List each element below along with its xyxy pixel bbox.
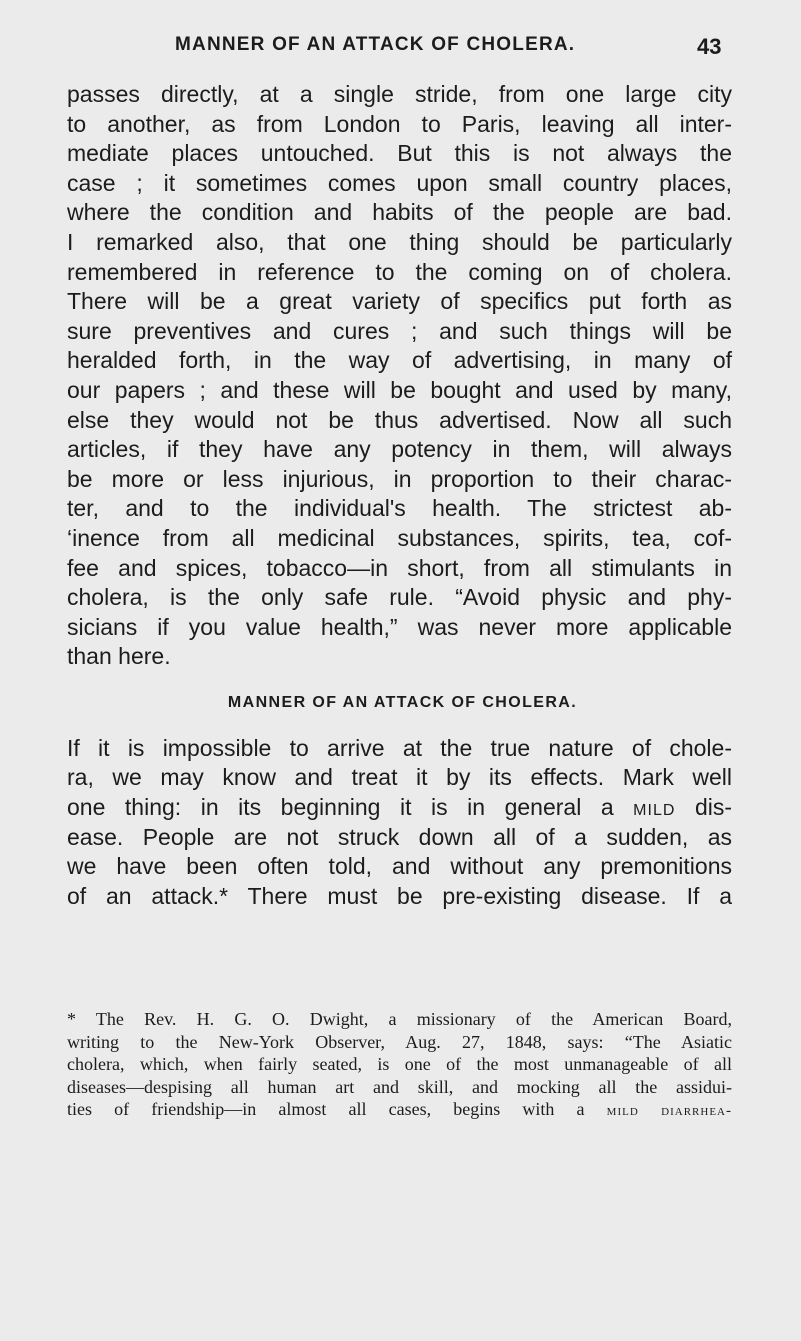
paragraph-2 [67, 228, 732, 672]
text-line: I remarked also, that one thing should be particularly [67, 228, 732, 255]
text-line: If it is impossible to arrive at the true nature of chole- [67, 734, 732, 761]
small-caps-word: mild diarrhea- [606, 1103, 732, 1119]
text-line: ter, and to the individual's health. The strictest ab- [67, 495, 732, 522]
text-line: sure preventives and cures ; and such things will be [67, 317, 732, 344]
text-line: passes directly, at a single stride, from one large city [67, 81, 732, 107]
text-line: sicians if you value health,” was never more applicable [67, 613, 732, 640]
text-line: than here. [67, 643, 171, 670]
text-line: to another, as from London to Paris, leaving all inter- [67, 110, 732, 137]
text-line: where the condition and habits of the people are bad. [67, 199, 732, 226]
text-line: ease. People are not struck down all of a sudden, as [67, 823, 732, 850]
footnote [67, 1008, 732, 1121]
text-run: dis- [675, 794, 733, 821]
page-number: 43 [697, 34, 722, 59]
text-line: ra, we may know and treat it by its effects. Mark well [67, 764, 732, 791]
footnote-line: cholera, which, when fairly seated, is one of the most unmanageable of all [67, 1054, 732, 1074]
running-head [0, 34, 801, 64]
text-line: heralded forth, in the way of advertising, in many of [67, 347, 732, 374]
text-line: fee and spices, tobacco—in short, from all stimulants in [67, 554, 732, 581]
text-line: remembered in reference to the coming on of cholera. [67, 258, 732, 285]
footnote-line: * The Rev. H. G. O. Dwight, a missionary of the American Board, [67, 1009, 732, 1029]
footnote-line: diseases—despising all human art and skill, and mocking all the assidui- [67, 1076, 732, 1097]
paragraph-3 [67, 734, 732, 912]
text-line [67, 793, 732, 823]
text-line: ‘inence from all medicinal substances, spirits, tea, cof- [67, 524, 732, 551]
text-line: our papers ; and these will be bought and used by many, [67, 376, 732, 403]
text-line: we have been often told, and without any premonitions [67, 853, 732, 880]
paragraph-1 [67, 80, 732, 228]
text-line: cholera, is the only safe rule. “Avoid physic and phy- [67, 584, 732, 611]
text-line: There will be a great variety of specifics put forth as [67, 288, 732, 315]
body-text [67, 80, 732, 911]
text-line: be more or less injurious, in proportion to their charac- [67, 465, 732, 492]
text-run: one thing: in its beginning it is in general a [67, 794, 634, 821]
text-line: of an attack.* There must be pre-existing disease. If a [67, 882, 732, 909]
running-title: MANNER OF AN ATTACK OF CHOLERA. [175, 34, 576, 55]
footnote-line: writing to the New-York Observer, Aug. 27, 1848, says: “The Asiatic [67, 1031, 732, 1052]
text-run: ties of friendship—in almost all cases, begins with a [67, 1099, 607, 1119]
footnote-line [67, 1098, 732, 1121]
text-line: mediate places untouched. But this is not always the [67, 140, 732, 167]
text-line: case ; it sometimes comes upon small country places, [67, 169, 732, 196]
section-heading: MANNER OF AN ATTACK OF CHOLERA. [227, 693, 578, 711]
text-line: else they would not be thus advertised. Now all such [67, 406, 732, 433]
text-line: articles, if they have any potency in them, will always [67, 436, 732, 463]
small-caps-word: mild [633, 794, 676, 821]
